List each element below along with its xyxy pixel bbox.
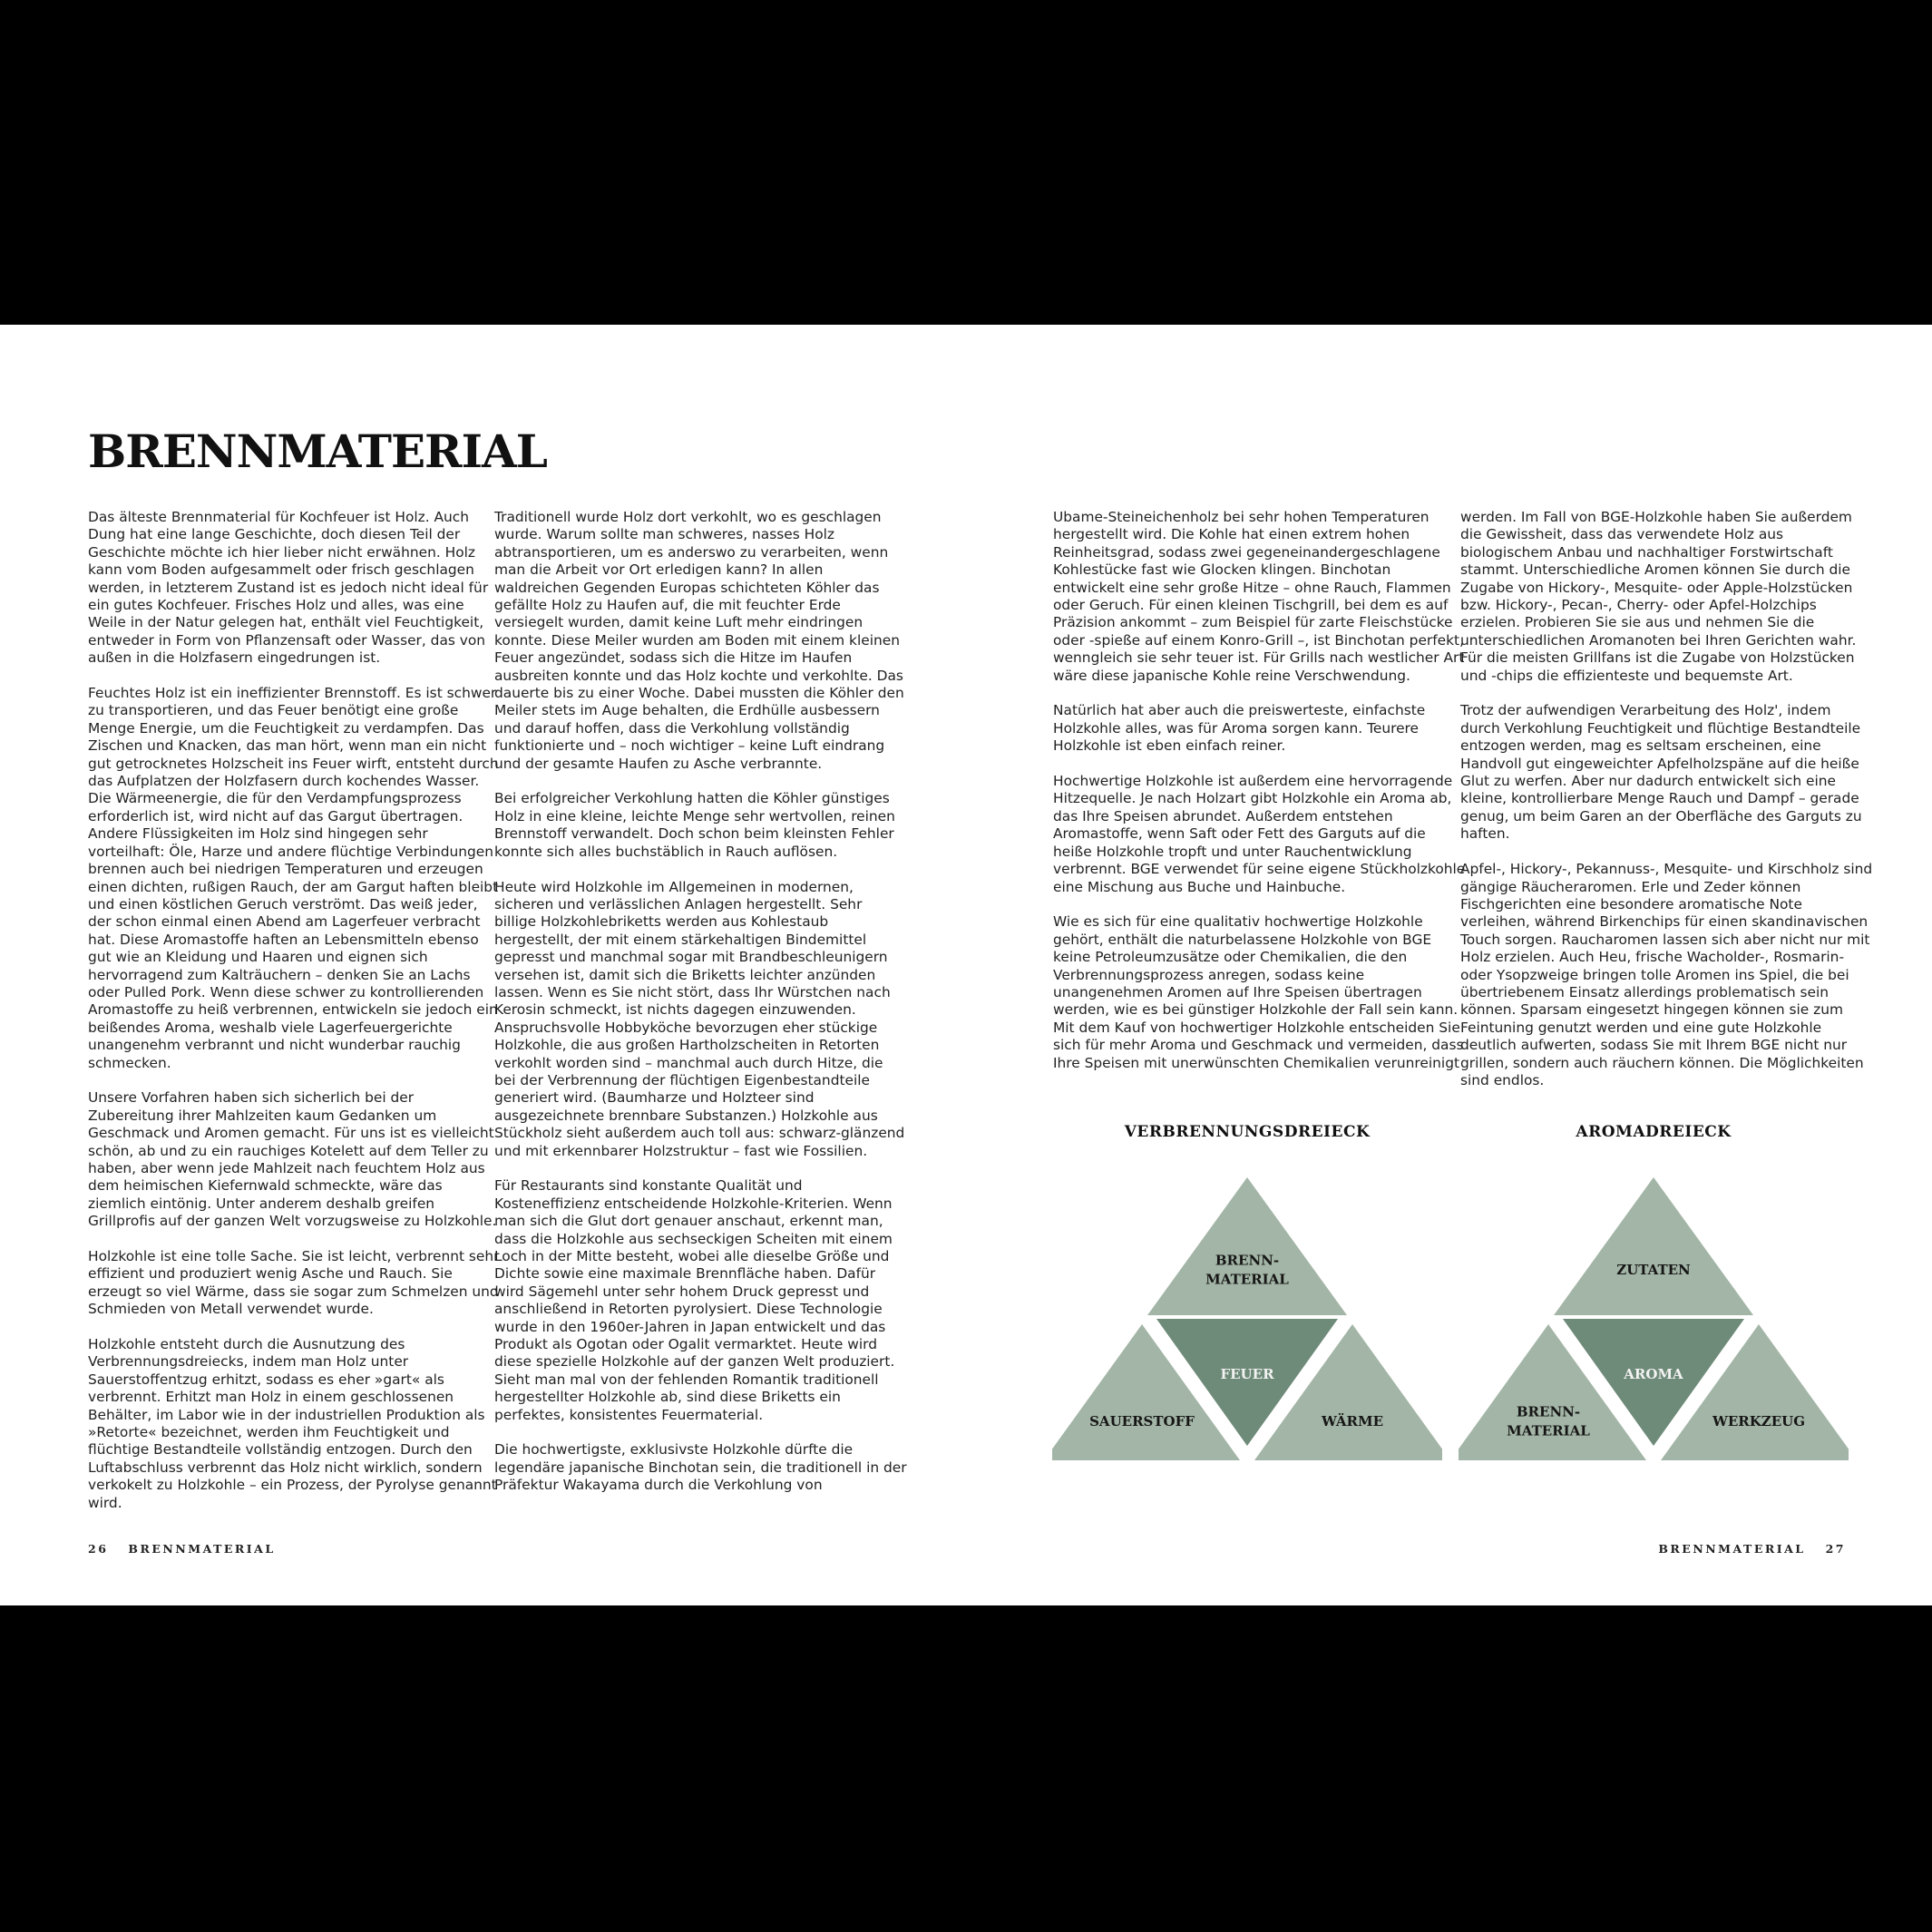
label-line: ZUTATEN: [1616, 1262, 1691, 1278]
label-center: [1220, 1366, 1274, 1382]
diagram-title: VERBRENNUNGSDREIECK: [1124, 1123, 1371, 1141]
label-line: BRENN-: [1215, 1252, 1280, 1269]
label-line: AROMA: [1624, 1366, 1683, 1382]
label-line: WERKZEUG: [1712, 1413, 1806, 1429]
paragraph: Holzkohle entsteht durch die Ausnutzung des Verbrennungsdreiecks, indem man Holz unter Sauerstoffentzug erhitzt, sodass es eher »gart« als verbrennt. Erhitzt man Holz in einem geschlossenen Behälter, im Labor wie in der industriellen Produktion als »Retorte« bezeichnet, werden ihm Feuchtigkeit und flüchtige Bestandteile vollständig entzogen. Durch den Luftabschluss verbrennt das Holz nicht wirklich, sondern verkokelt zu Holzkohle – ein Prozess, der Pyrolyse genannt wird.: [88, 1336, 497, 1511]
running-head: BRENNMATERIAL: [1658, 1542, 1806, 1556]
paragraph: Hochwertige Holzkohle ist außerdem eine hervorragende Hitzequelle. Je nach Holzart gibt Holzkohle ein Aroma ab, das Ihre Speisen abrundet. Außerdem entstehen Aromastoffe, wenn Saft oder Fett des Garguts auf die heiße Holzkohle tropft und unter Rauchentwicklung verbrennt. BGE verwendet für seine eigene Stückholzkohle eine Mischung aus Buche und Hainbuche.: [1053, 773, 1466, 895]
paragraph: Trotz der aufwendigen Verarbeitung des Holz', indem durch Verkohlung Feuchtigkeit und flüchtige Bestandteile entzogen werden, mag es seltsam erscheinen, eine Handvoll gut eingeweichter Apfelholzspäne auf die heiße Glut zu werfen. Aber nur dadurch entwickelt sich eine kleine, kontrollierbare Menge Rauch und Dampf – gerade genug, um beim Garen an der Oberfläche des Garguts zu haften.: [1460, 702, 1862, 843]
label-line: SAUERSTOFF: [1089, 1413, 1195, 1429]
label-line: MATERIAL: [1205, 1271, 1289, 1288]
folio-left: [88, 1542, 276, 1556]
paragraph: Für Restaurants sind konstante Qualität und Kosteneffizienz entscheidende Holzkohle-Kriterien. Wenn man sich die Glut dort genauer anschaut, erkennt man, dass die Holzkohle aus sechseckigen Scheiten mit einem Loch in der Mitte besteht, wobei alle dieselbe Größe und Dichte sowie eine maximale Brennfläche haben. Dafür wird Sägemehl unter sehr hohem Druck gepresst und anschließend in Retorten pyrolysiert. Diese Technologie wurde in den 1960er-Jahren in Japan entwickelt und das Produkt als Ogotan oder Ogalit vermarktet. Heute wird diese spezielle Holzkohle auf der ganzen Welt produziert. Sieht man mal von der fehlenden Romantik traditionell hergestellter Holzkohle ab, sind diese Briketts ein perfektes, konsistentes Feuermaterial.: [494, 1177, 895, 1423]
paragraph: Das älteste Brennmaterial für Kochfeuer ist Holz. Auch Dung hat eine lange Geschichte, doch diesen Teil der Geschichte möchte ich hier lieber nicht erwähnen. Holz kann vom Boden aufgesammelt oder frisch geschlagen werden, in letzterem Zustand ist es jedoch nicht ideal für ein gutes Kochfeuer. Frisches Holz und alles, was eine Weile in der Natur gelegen hat, enthält viel Feuchtigkeit, entweder in Form von Pflanzensaft oder Wasser, das von außen in die Holzfasern eingedrungen ist.: [88, 509, 489, 667]
paragraph: werden. Im Fall von BGE-Holzkohle haben Sie außerdem die Gewissheit, dass das verwendete Holz aus biologischem Anbau und nachhaltiger Forstwirtschaft stammt. Unterschiedliche Aromen können Sie durch die Zugabe von Hickory-, Mesquite- oder Apple-Holzstücken bzw. Hickory-, Pecan-, Cherry- oder Apfel-Holzchips erzielen. Probieren Sie sie aus und nehmen Sie die unterschiedlichen Aromanoten bei Ihren Gerichten wahr. Für die meisten Grillfans ist die Zugabe von Holzstücken und -chips die effizienteste und bequemste Art.: [1460, 509, 1857, 684]
aroma-triangle-diagram: [1459, 1123, 1849, 1504]
text-column-2: [494, 509, 907, 1495]
running-head: BRENNMATERIAL: [128, 1542, 276, 1556]
paragraph: Unsere Vorfahren haben sich sicherlich bei der Zubereitung ihrer Mahlzeiten kaum Gedanken um Geschmack und Aromen gemacht. Für uns ist es vielleicht schön, ab und zu ein rauchiges Kotelett auf dem Teller zu haben, aber wenn jede Mahlzeit nach feuchtem Holz aus dem heimischen Kiefernwald schmeckte, wäre das ziemlich eintönig. Unter anderem deshalb greifen Grillprofis auf der ganzen Welt vorzugsweise zu Holzkohle.: [88, 1089, 497, 1230]
triangle-graphic: [1052, 1123, 1442, 1504]
label-line: WÄRME: [1321, 1413, 1384, 1429]
paragraph: Feuchtes Holz ist ein ineffizienter Brennstoff. Es ist schwer zu transportieren, und das Feuer benötigt eine große Menge Energie, um die Feuchtigkeit zu verdampfen. Das Zischen und Knacken, das man hört, wenn man ein nicht gut getrocknetes Holzscheit ins Feuer wirft, entsteht durch das Aufplatzen der Holzfasern durch kochendes Wasser. Die Wärmeenergie, die für den Verdampfungsprozess erforderlich ist, wird nicht auf das Gargut übertragen. Andere Flüssigkeiten im Holz sind hingegen sehr vorteilhaft: Öle, Harze und andere flüchtige Verbindungen brennen auch bei niedrigen Temperaturen und erzeugen einen dichten, rußigen Rauch, der am Gargut haften bleibt und einen köstlichen Geruch verströmt. Das weiß jeder, der schon einmal einen Abend am Lagerfeuer verbracht hat. Diese Aromastoffe haften an Lebensmitteln ebenso gut wie an Kleidung und Haaren und eignen sich hervorragend zum Kalträuchern – denken Sie an Lachs oder Pulled Pork. Wenn diese schwer zu kontrollierenden Aromastoffe zu heiß verbrennen, entwickeln sie jedoch ein beißendes Aroma, weshalb viele Lagerfeuergerichte unangenehm verbrannt und nicht wunderbar rauchig schmecken.: [88, 685, 499, 1071]
label-right: [1321, 1412, 1383, 1429]
text-column-4: [1460, 509, 1873, 1089]
paragraph: Die hochwertigste, exklusivste Holzkohle dürfte die legendäre japanische Binchotan sein, die traditionell in der Präfektur Wakayama durch die Verkohlung von: [494, 1441, 907, 1494]
paragraph: Apfel-, Hickory-, Pekannuss-, Mesquite- und Kirschholz sind gängige Räucheraromen. Erle und Zeder können Fischgerichten eine besondere aromatische Note verleihen, während Birkenchips für einen skandinavischen Touch sorgen. Raucharomen lassen sich aber nicht nur mit Holz erzielen. Auch Heu, frische Wacholder-, Rosmarin- oder Ysopzweige bringen tolle Aromen ins Spiel, die bei übertriebenem Einsatz allerdings problematisch sein können. Sparsam eingesetzt hingegen können sie zum Feintuning genutzt werden und eine gute Holzkohle deutlich aufwerten, sodass Sie mit Ihrem BGE nicht nur grillen, sondern auch räuchern können. Die Möglichkeiten sind endlos.: [1460, 861, 1873, 1088]
combustion-triangle-diagram: [1052, 1123, 1442, 1504]
book-spread: [0, 325, 1932, 1605]
paragraph: Natürlich hat aber auch die preiswerteste, einfachste Holzkohle alles, was für Aroma sorgen kann. Teurere Holzkohle ist eben einfach reiner.: [1053, 702, 1426, 755]
text-column-1: [88, 509, 501, 1512]
label-center: [1623, 1366, 1683, 1382]
triangle-top: [1554, 1177, 1753, 1315]
triangle-graphic: [1459, 1123, 1849, 1504]
folio-right: [1658, 1542, 1846, 1556]
page-number: 27: [1825, 1542, 1846, 1556]
label-line: MATERIAL: [1507, 1422, 1590, 1439]
label-line: FEUER: [1220, 1366, 1274, 1382]
label-right: [1712, 1413, 1805, 1429]
page-number: 26: [88, 1542, 109, 1556]
page-title: BRENNMATERIAL: [88, 424, 547, 478]
diagram-title: AROMADREIECK: [1576, 1123, 1732, 1141]
paragraph: Holzkohle ist eine tolle Sache. Sie ist leicht, verbrennt sehr effizient und produziert wenig Asche und Rauch. Sie erzeugt so viel Wärme, dass sie sogar zum Schmelzen und Schmieden von Metall verwendet wurde.: [88, 1248, 500, 1318]
paragraph: Ubame-Steineichenholz bei sehr hohen Temperaturen hergestellt wird. Die Kohle hat einen extrem hohen Reinheitsgrad, sodass zwei gegeneinandergeschlagene Kohlestücke fast wie Glocken klingen. Binchotan entwickelt eine sehr große Hitze – ohne Rauch, Flammen oder Geruch. Für einen kleinen Tischgrill, bei dem es auf Präzision ankommt – zum Beispiel für zarte Fleischstücke oder -spieße auf einem Konro-Grill –, ist Binchotan perfekt, wenngleich sie sehr teuer ist. Für Grills nach westlicher Art wäre diese japanische Kohle reine Verschwendung.: [1053, 509, 1465, 684]
paragraph: Heute wird Holzkohle im Allgemeinen in modernen, sicheren und verlässlichen Anlagen hergestellt. Sehr billige Holzkohlebriketts werden aus Kohlestaub hergestellt, der mit einem stärkehaltigen Bindemittel gepresst und manchmal sogar mit Brandbeschleunigern versehen ist, damit sich die Briketts leichter anzünden lassen. Wenn es Sie nicht stört, dass Ihr Würstchen nach Kerosin schmeckt, ist nichts dagegen einzuwenden. Anspruchsvolle Hobbyköche bevorzugen eher stückige Holzkohle, die aus großen Hartholzscheiten in Retorten verkohlt worden sind – manchmal auch durch Hitze, die bei der Verbrennung der flüchtigen Eigenbestandteile generiert wird. (Baumharze und Holzteer sind ausgezeichnete brennbare Substanzen.) Holzkohle aus Stückholz sieht außerdem auch toll aus: schwarz-glänzend und mit erkennbarer Holzstruktur – fast wie Fossilien.: [494, 878, 905, 1159]
triangle-top: [1147, 1177, 1347, 1315]
paragraph: Traditionell wurde Holz dort verkohlt, wo es geschlagen wurde. Warum sollte man schweres, nasses Holz abtransportieren, um es anderswo zu verarbeiten, wenn man die Arbeit vor Ort erledigen kann? In allen waldreichen Gegenden Europas schichteten Köhler das gefällte Holz zu Haufen auf, die mit feuchter Erde versiegelt wurden, damit keine Luft mehr eindringen konnte. Diese Meiler wurden am Boden mit einem kleinen Feuer angezündet, sodass sich die Hitze im Haufen ausbreiten konnte und das Holz kochte und verkohlte. Das dauerte bis zu einer Woche. Dabei mussten die Köhler den Meiler stets im Auge behalten, die Erdhülle ausbessern und darauf hoffen, dass die Verkohlung vollständig funktionierte und – noch wichtiger – keine Luft eindrang und der gesamte Haufen zu Asche verbrannte.: [494, 509, 904, 772]
paragraph: Bei erfolgreicher Verkohlung hatten die Köhler günstiges Holz in eine kleine, leichte Menge sehr wertvollen, reinen Brennstoff verwandelt. Doch schon beim kleinsten Fehler konnte sich alles buchstäblich in Rauch auflösen.: [494, 790, 895, 860]
text-column-3: [1053, 509, 1466, 1072]
label-top: [1616, 1262, 1691, 1278]
label-line: BRENN-: [1516, 1403, 1581, 1420]
paragraph: Wie es sich für eine qualitativ hochwertige Holzkohle gehört, enthält die naturbelassene Holzkohle von BGE keine Petroleumzusätze oder Chemikalien, die den Verbrennungsprozess anregen, sodass keine unangenehmen Aromen auf Ihre Speisen übertragen werden, wie es bei günstiger Holzkohle der Fall sein kann. Mit dem Kauf von hochwertiger Holzkohle entscheiden Sie sich für mehr Aroma und Geschmack und vermeiden, dass Ihre Speisen mit unerwünschten Chemikalien verunreinigt: [1053, 913, 1464, 1071]
label-left: [1089, 1413, 1195, 1429]
